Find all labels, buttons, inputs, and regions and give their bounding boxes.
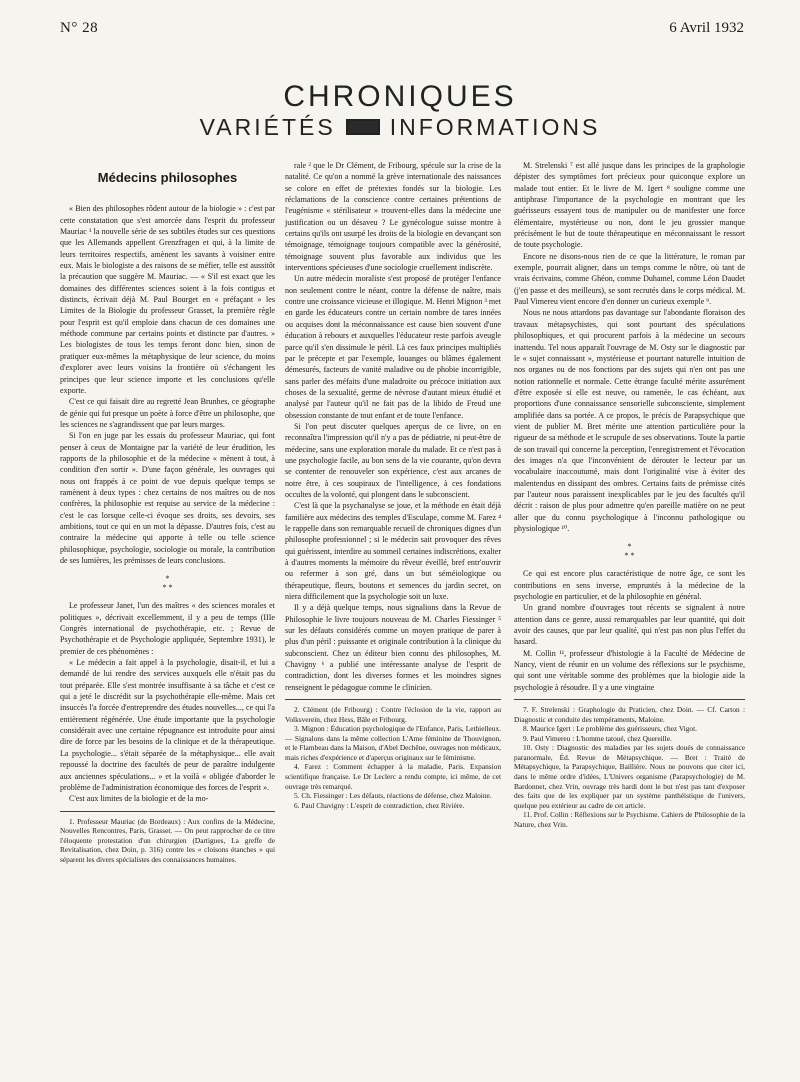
footnote: 11. Prof. Collin : Réflexions sur le Psychisme. Cahiers de Philosophie de la Nature, chez Vrin. <box>514 810 745 829</box>
paragraph: Si l'on en juge par les essais du professeur Mauriac, qui font penser à ceux de Montaigne par la variété de leur érudition, les rapports de la philosophie et de la médecine « mènent à tout, à condition d'en sortir ». D'une façon générale, les ouvrages qui nous ont frappés à ce point de vue depuis quelque temps se ramènent à deux types : chez certains de nos maîtres ou de nos confrères, la philosophie est requise au service de la médecine : c'est le cas lorsque celle-ci évoque ses droits, ses devoirs, ses ambitions, tout ce qui en un mot la dépasse. D'autres fois, c'est au contraire la médecine qui apporte à telle ou telle science philosophique, psychologie, sociologie ou morale, la contribution de ses lumières, les prémisses de leurs conclusions. <box>60 431 275 565</box>
footnote: 9. Paul Vimereu : L'homme tatoué, chez Quereille. <box>523 733 672 743</box>
section-divider-stars: * * * <box>624 542 635 561</box>
section-divider-stars: * * * <box>162 574 173 593</box>
issue-number: N° 28 <box>60 20 99 36</box>
paragraph: M. Strelenski ⁷ est allé jusque dans les principes de la graphologie dépister des symptômes fort précieux pour quiconque explore un malade tout entier. Et le livre de M. Igert ⁸ souligne comme une antiphrase l'importance de la psychologie en montrant que les guérisseurs essayent tous de manipuler ou de manifester une force élémentaire, mystérieuse ou non, dont le jeu grossier manque précisément le but de toute thérapeutique en méconnaissant le ressort de toute psychologie. <box>514 161 745 250</box>
footnote: 10. Osty : Diagnostic des maladies par les sujets doués de connaissance paranormale, Éd. Revue de Métapsychique. — Bret : Traité de Métapsychique, la Parapsychique, Baillière. Nous ne pouvons que citer ici, dans le même ordre d'idées, L'Univers organisme (Parapsychologie) de M. Bardonnet, chez Vrin, ouvrage très hardi dont le but n'est pas tant d'exposer des faits que de les expliquer par un système panthéistique de l'univers, quelque peu extérieur au cadre de cet article. <box>514 743 745 810</box>
subtitle-right: INFORMATIONS <box>389 114 601 140</box>
paragraph: « Bien des philosophes rôdent autour de la biologie » : c'est par cette constatation que s'est amorcée dans l'esprit du professeur Mauriac ¹ la nouvelle série de ses subtiles études sur ces questions que les Allemands appellent Grenzfragen et qui, à la limite de leurs territoires respectifs, amènent les savants à voisiner entre eux. Mais le biologiste a des raisons de se méfier, telle est aussitôt la précaution que suggère M. Mauriac. — « S'il est exact que les domaines des différentes sciences soient à la fois contigus et distincts, écrivait déjà M. Paul Bourget en « préfaçant » les Limites de la Biologie du professeur Grasset, la première règle pour l'esprit est qu'il emploie dans chacun de ces domaines une méthode commune par certains points et distincte par d'autres. » Les biologistes de tous les temps feront donc bien, sinon de pratiquer eux-mêmes la métaphysique de leur science, du moins d'explorer avec leurs voisins la frontière où s'échangent les principes que leur science importe et les conclusions qu'elle exporte. <box>60 204 275 395</box>
footnote: 2. Clément (de Fribourg) : Contre l'éclosion de la vie, rapport au Volksverein, chez Hess, Bâle et Fribourg. <box>285 705 501 724</box>
paragraph: Si l'on peut discuter quelques aperçus de ce livre, on en reconnaîtra l'impression qu'il n'y a pas de pédiatrie, ni peut-être de médecine, sans une exploration morale du malade. Et ce n'est pas à une psychologie facile, au bon sens de la vie courante, qu'on devra se contenter de renouveler son expérience, c'est aux arcanes de notre être, à ces soupiraux de l'intelligence, à ces fondations occultes de la volonté, qui plongent dans le subconscient. <box>285 421 501 499</box>
paragraph: rale ² que le Dr Clément, de Fribourg, spécule sur la crise de la natalité. Ce qu'on a nommé la grève internationale des naissances se colore en effet de prétextes fondés sur la biologie. Les réclamations de la conscience contre certaines prétentions de l'eugénisme « stérilisateur » trouvent-elles dans la médecine une justification ou un désaveu ? Le gynécologue suisse montre à certains qu'ils ont usurpé les droits de la biologie en devançant son témoignage, témoignage toujours compatible avec la générosité, témoignage souvent plus favorable aux individus que les interventions spécieuses d'une sociologie cruellement indiscrète. <box>285 161 501 273</box>
column-2 <box>285 160 501 810</box>
footnote: 5. Ch. Fiessinger : Les défauts, réactions de défense, chez Maloine. <box>294 791 492 801</box>
footnote: 6. Paul Chavigny : L'esprit de contradiction, chez Rivière. <box>294 800 465 810</box>
ornament-icon <box>346 119 380 135</box>
footnotes-col2 <box>285 699 501 810</box>
col1-paragraphs <box>60 203 275 566</box>
issue-date: 6 Avril 1932 <box>669 20 744 36</box>
paragraph: Le professeur Janet, l'un des maîtres « des sciences morales et politiques », décrivait excellemment, il y a peu de temps (IIIe Congrès international de psychothérapie, etc. ; Revue de Psychothérapie et de Psychologie appliquée, Septembre 1931), le premier de ces phénomènes : <box>60 601 275 656</box>
paragraph: Ce qui est encore plus caractéristique de notre âge, ce sont les contributions en sens inverse, empruntés à la médecine de la psychologie en particulier, et de la philosophie en général. <box>514 569 745 602</box>
paragraph: C'est ce qui faisait dire au regretté Jean Brunhes, ce géographe de génie qui fut presque un poète à force d'être un philosophe, que les sciences ne s'agrandissent que par leurs marges. <box>60 397 275 429</box>
paragraph: « Le médecin a fait appel à la psychologie, disait-il, et lui a demandé de lui rendre des services auxquels elle n'était pas du tout préparée. Elle s'est montrée insuffisante à sa tâche et c'est ce qui a jeté le discrédit sur la psychothérapie elle-même. Mais cet insuccès l'a forcée d'entreprendre des études nouvelles..., ce qui l'a entièrement régénérée. Une étude importante que la psychologie considérait avec une certaine répugnance est introduite pour ainsi dire de force par les besoins de la clinique et de la thérapeutique. La psychologie... s'était séparée de la métaphysique... elle avait repoussé la doctrine des facultés de peur de paraître indulgente aux anciennes spéculations... » et la voilà « obligée d'aborder le problème de l'administration économique des forces de l'esprit ». <box>60 658 275 792</box>
col1b-paragraphs <box>60 600 275 804</box>
footnote: 7. F. Strelenski : Graphologie du Praticien, chez Doin. — Cf. Carton : Diagnostic et conduite des tempéraments, Maloine. <box>514 705 745 724</box>
section-title: CHRONIQUES <box>283 80 517 113</box>
footnote: 3. Mignon : Éducation psychologique de l'Enfance, Paris, Lethielleux. — Signalons dans la même collection L'Ame féminine de Thouvignon, et le Flambeau dans la Maison, d'Abel Dechêne, ouvrages non médicaux, mais riches d'expérience et d'aperçus originaux sur le féminisme. <box>285 724 501 762</box>
footnotes-col1 <box>60 811 275 865</box>
paragraph: Un grand nombre d'ouvrages tout récents se signalent à notre attention dans ce genre, aussi remarquables par leur quantité, qui doit avoir des causes, que par leur qualité, qui n'est pas non plus l'effet du hasard. <box>514 603 745 647</box>
paragraph: M. Collin ¹¹, professeur d'histologie à la Faculté de Médecine de Nancy, vient de réunir en un volume des réflexions sur le psychisme, qui sont une véritable somme des problèmes que la biologie aide la psychologie à résoudre. Il y a une vingtaine <box>514 648 745 692</box>
subtitle-left: VARIÉTÉS <box>199 114 336 140</box>
article-title: Médecins philosophes <box>97 170 238 185</box>
paragraph: Il y a déjà quelque temps, nous signalions dans la Revue de Philosophie le livre toujours nouveau de M. Charles Fiessinger ⁵ sur les défauts considérés comme un moyen pratique de parer à plus d'un péril : puissante et originale contribution à la clinique du subconscient. Chez un éditeur bien connu des philosophes, M. Chavigny ⁶ a publié une intéressante analyse de l'esprit de contradiction, dont les diverses formes et les moindres signes renseignent le pédagogue comme le clinicien. <box>285 603 501 692</box>
footnote: 1. Professeur Mauriac (de Bordeaux) : Aux confins de la Médecine, Nouvelles Rencontres, Paris, Grasset. — On peut rapprocher de ce titre l'éloquente protestation d'un chirurgien (Dartigues, La greffe de Revitalisation, chez Doin, p. 316) contre les « cloisons étanches » qui séparent les divers spécialistes des connaissances humaines. <box>60 816 275 864</box>
column-3 <box>514 160 745 829</box>
footnote: 4. Farez : Comment échapper à la maladie, Paris. Expansion scientifique française. Le Dr Leclerc a rendu compte, ici même, de cet ouvrage très remarqué. <box>285 762 501 791</box>
paragraph: Encore ne disons-nous rien de ce que la littérature, le roman par exemple, pourrait aligner, dans un temps comme le nôtre, où tant de vrais écrivains, comme Ghéon, comme Duhamel, comme Léon Daudet (j'en passe et des meilleurs), se sont recrutés dans le corps médical. M. Paul Vimereu vient encore d'en donner un curieux exemple ⁹. <box>514 251 745 307</box>
footnote: 8. Maurice Igert : Le problème des guérisseurs, chez Vigot. <box>523 724 697 734</box>
section-subtitle <box>0 114 800 141</box>
paragraph: Nous ne nous attardons pas davantage sur l'abondante floraison des travaux métapsychistes, qui sont pourtant des spéculations philosophiques, et qui procurent parfois à la médecine un secours inattendu. Tel nous apparaît l'ouvrage de M. Osty sur le diagnostic par le « sujet connaissant », mystérieuse et pourtant naturelle intuition de nos organes ou de nos fonctions par des sujets qui n'en ont pas une notion rationnelle et normale. Cette étrange faculté mérite assurément d'être exposée si elle est neuve, ou ramenée, le cas échéant, aux proportions d'une connaissance sensorielle subconsciente, simplement amplifiée dans sa portée. A ce propos, le précis de Parapsychique que vient de publier M. Bret mérite une attention particulière pour la rigueur de sa méthode et le scrupule de ses observations. Toute la partie de son travail qui concerne la perception, l'enregistrement et l'évocation des images n'a que l'inconvénient de dérouter le lecteur par un vocabulaire inaccoutumé, mais dont l'originalité vise à éviter des malentendus en dissipant des ombres. Certains faits de prémisse cités par l'auteur nous paraissent inexplicables par le jeu des facultés qu'il décrit : raison de plus pour admettre qu'en pareille matière on ne peut aller que du connu psychologique à l'inconnu pathologique ou physiologique ¹⁰. <box>514 308 745 533</box>
paragraph: C'est là que la psychanalyse se joue, et la méthode en était déjà familière aux médecins des temples d'Esculape, comme M. Farez ⁴ le rappelle dans son remarquable recueil de chroniques dignes d'un philosophe professionnel ; si le médecin sait provoquer des rêves qui guérissent, interdire au sommeil certaines indiscrétions, exalter à d'autres moments la mémoire du rêveur éveillé, bref entr'ouvrir ou refermer à son gré, dans un but séméiologique ou thérapeutique, fleurs, boutons et semences du jardin secret, on niera difficilement que la psychologie soit un luxe. <box>285 501 501 602</box>
column-1 <box>60 160 275 864</box>
paragraph: C'est aux limites de la biologie et de la mo- <box>69 794 209 804</box>
footnotes-col3 <box>514 699 745 829</box>
paragraph: Un autre médecin moraliste s'est proposé de protéger l'enfance non seulement contre le néant, contre la défense de naître, mais contre une croissance vicieuse et illogique. M. Henri Mignon ³ met en garde les éducateurs contre un certain nombre de tares innées ou acquises dont la méconnaissance est cause bien souvent d'une éducation à rebours et auxquelles l'éducateur reste parfois aveugle parce qu'il s'en dissimule le péril. Là ces faux principes multipliés par le précepte et par l'exemple, louanges ou blâmes également démesurés, facteurs de vanité maladive ou de phobie incorrigible, sans parler des méfaits d'une maladroite ou précoce initiation aux choses de la sexualité, germe de névrose d'autant mieux étudié et analysé par l'auteur qu'il ne fait pas de la libido de Freud une obsession constante de tout enfant et de toute l'enfance. <box>285 274 501 420</box>
